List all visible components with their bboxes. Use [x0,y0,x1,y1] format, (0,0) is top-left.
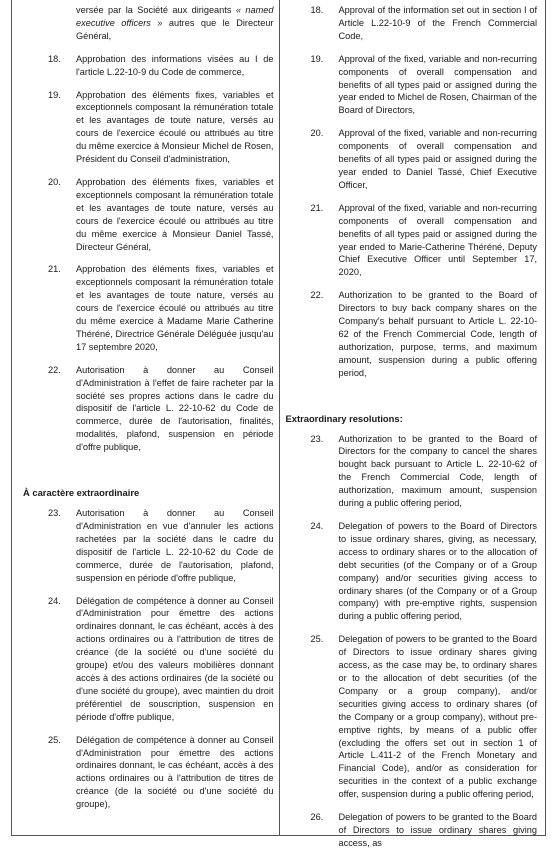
resolution-text: Délégation de compétence à donner au Conseil d'Administration pour émettre des actions ordinaires donnant, le cas échéant, accès à des actions ordinaires ou à l'attribution de titres de créance (de la société ou d'une société du groupe), [76,734,274,810]
resolution-item [286,202,538,279]
resolution-number: 20. [48,176,61,187]
resolution-text: Delegation of powers to the Board of Directors to issue ordinary shares, giving, as necessary, access to ordinary shares or to the allocation of debt securities (of the Company or of a Group company) and/or securities giving access to ordinary shares (of the Company or of a Group company) with pre-emptive rights, suspension during a public offering period, [338,521,537,622]
resolution-item [286,289,538,379]
resolution-item [23,507,274,584]
resolution-item [23,734,274,811]
resolution-text: Approbation des éléments fixes, variables et exceptionnels composant la rémunération totale et les avantages de toute nature, versés au cours de l'exercice écoulé ou attribués au titre du même exercice à Monsieur Daniel Tassé, Directeur Général, [76,176,274,252]
resolution-text: Authorization to be granted to the Board of Directors to buy back company shares on the Company's behalf pursuant to Article L. 22-10-62 of the French Commercial Code, length of authorization, purpose, terms, and maximum amount, suspension during a public offering period, [338,290,537,378]
continuation-suffix: autres que le Directeur Général, [76,17,274,41]
resolution-text: Authorization to be granted to the Board of Directors for the company to cancel the shares bought back pursuant to Article L. 22-10-62 of the French Commercial Code, length of authorization, maximum amount, suspension during a public offering period, [338,433,537,509]
resolution-item [286,633,538,801]
resolution-item [286,53,538,118]
resolution-item [23,364,274,454]
resolution-text: Delegation of powers to be granted to the Board of Directors to issue ordinary shares giving access, as the case may be, to ordinary shares or to the allocation of debt securities (of the Company or a group company), and/or securities giving access to ordinary shares (of the Company or a group company), without pre-emptive rights, by means of a public offer (excluding the offers set out in section 1 of Article L.411-2 of the French Monetary and Financial Code), and/or as consideration for securities in the context of a public exchange offer, suspension during a public offering period, [338,634,537,800]
resolution-number: 24. [310,521,324,531]
resolution-number: 23. [310,433,324,444]
resolution-item [286,520,538,623]
resolution-item [286,433,538,510]
resolution-item [23,263,274,353]
resolution-number: 25. [310,634,324,645]
resolution-item [23,176,274,253]
resolution-number: 22. [310,290,324,301]
resolution-item [23,595,274,724]
resolution-number: 19. [310,53,324,64]
resolution-item [23,53,274,79]
resolution-text: Approval of the fixed, variable and non-recurring components of overall compensation and benefits of all types paid or assigned during the year ended to Daniel Tassé, Chief Executive Officer, [338,128,537,190]
resolution-text: Approbation des éléments fixes, variables et exceptionnels composant la rémunération totale et les avantages de toute nature, versés au cours de l'exercice écoulé ou attribués au titre du même exercice à Madame Marie Catherine Théréné, Directrice Générale Déléguée jusqu'au 17 septembre 2020, [76,264,274,352]
resolution-text: Approval of the fixed, variable and non-recurring components of overall compensation and benefits of all types paid or assigned during the year ended to Marie-Catherine Théréné, Deputy Chief Executive Officer until September 17, 2020, [338,202,537,278]
continuation-paragraph [23,4,274,43]
resolution-item [286,811,538,850]
resolution-number: 21. [48,264,61,275]
resolution-item [23,89,274,166]
resolution-text: Approbation des éléments fixes, variables et exceptionnels composant la rémunération totale et les avantages de toute nature, versés au cours de l'exercice écoulé ou attribués au titre du même exercice à Monsieur Michel de Rosen, Président du Conseil d'administration, [76,89,274,165]
resolution-number: 18. [310,5,324,15]
section-heading-extraordinary: À caractère extraordinaire [23,487,140,499]
section-heading-extraordinary: Extraordinary resolutions: [285,412,403,424]
bilingual-resolutions-table [11,0,546,848]
resolution-text: Approbation des informations visées au I de l'article L.22-10-9 du Code de commerce, [76,53,274,77]
resolution-number: 26. [310,812,324,823]
continuation-prefix: versée par la Société aux dirigeants [76,5,236,15]
resolution-text: Autorisation à donner au Conseil d'Administration en vue d'annuler les actions rachetées par la société dans le cadre du dispositif de l'article L. 22-10-62 du Code de commerce, durée de l'autorisation, plafond, suspension en période d'offre publique, [76,508,274,583]
french-column [12,0,280,835]
resolution-text: Délégation de compétence à donner au Conseil d'Administration pour émettre des actions ordinaires donnant, le cas échéant, accès à des actions ordinaires ou à l'attribution de titres de créance (de la société ou d'une société du groupe) et/ou des valeurs mobilières donnant accès à des actions ordinaires (de la société ou d'une société du groupe), avec maintien du droit préférentiel de souscription, suspension en période d'offre publique, [76,595,274,722]
continuation-em: « named executive officers » [76,5,274,28]
resolution-text: Autorisation à donner au Conseil d'Administration à l'effet de faire racheter par la société ses propres actions dans le cadre du dispositif de l'article L. 22-10-62 du Code de commerce, durée de l'autorisation, finalités, modalités, plafond, suspension en période d'offre publique, [76,364,274,453]
resolution-number: 21. [310,202,324,213]
resolution-text: Delegation of powers to be granted to the Board of Directors to issue ordinary shares giving access, as [338,812,537,848]
resolution-number: 23. [48,508,61,519]
resolution-number: 19. [48,89,61,100]
english-column [280,0,546,848]
resolution-text: Approval of the fixed, variable and non-recurring components of overall compensation and benefits of all types paid or assigned during the year ended to Michel de Rosen, Chairman of the Board of Directors, [338,53,537,116]
resolution-item [286,127,538,192]
resolution-number: 20. [310,128,324,139]
resolution-item [286,4,538,43]
resolution-number: 24. [48,595,61,606]
resolution-number: 25. [48,734,61,745]
resolution-text: Approval of the information set out in section I of Article L.22-10-9 of the French Commercial Code, [338,5,537,41]
resolution-number: 18. [48,53,61,64]
resolution-number: 22. [48,364,61,375]
